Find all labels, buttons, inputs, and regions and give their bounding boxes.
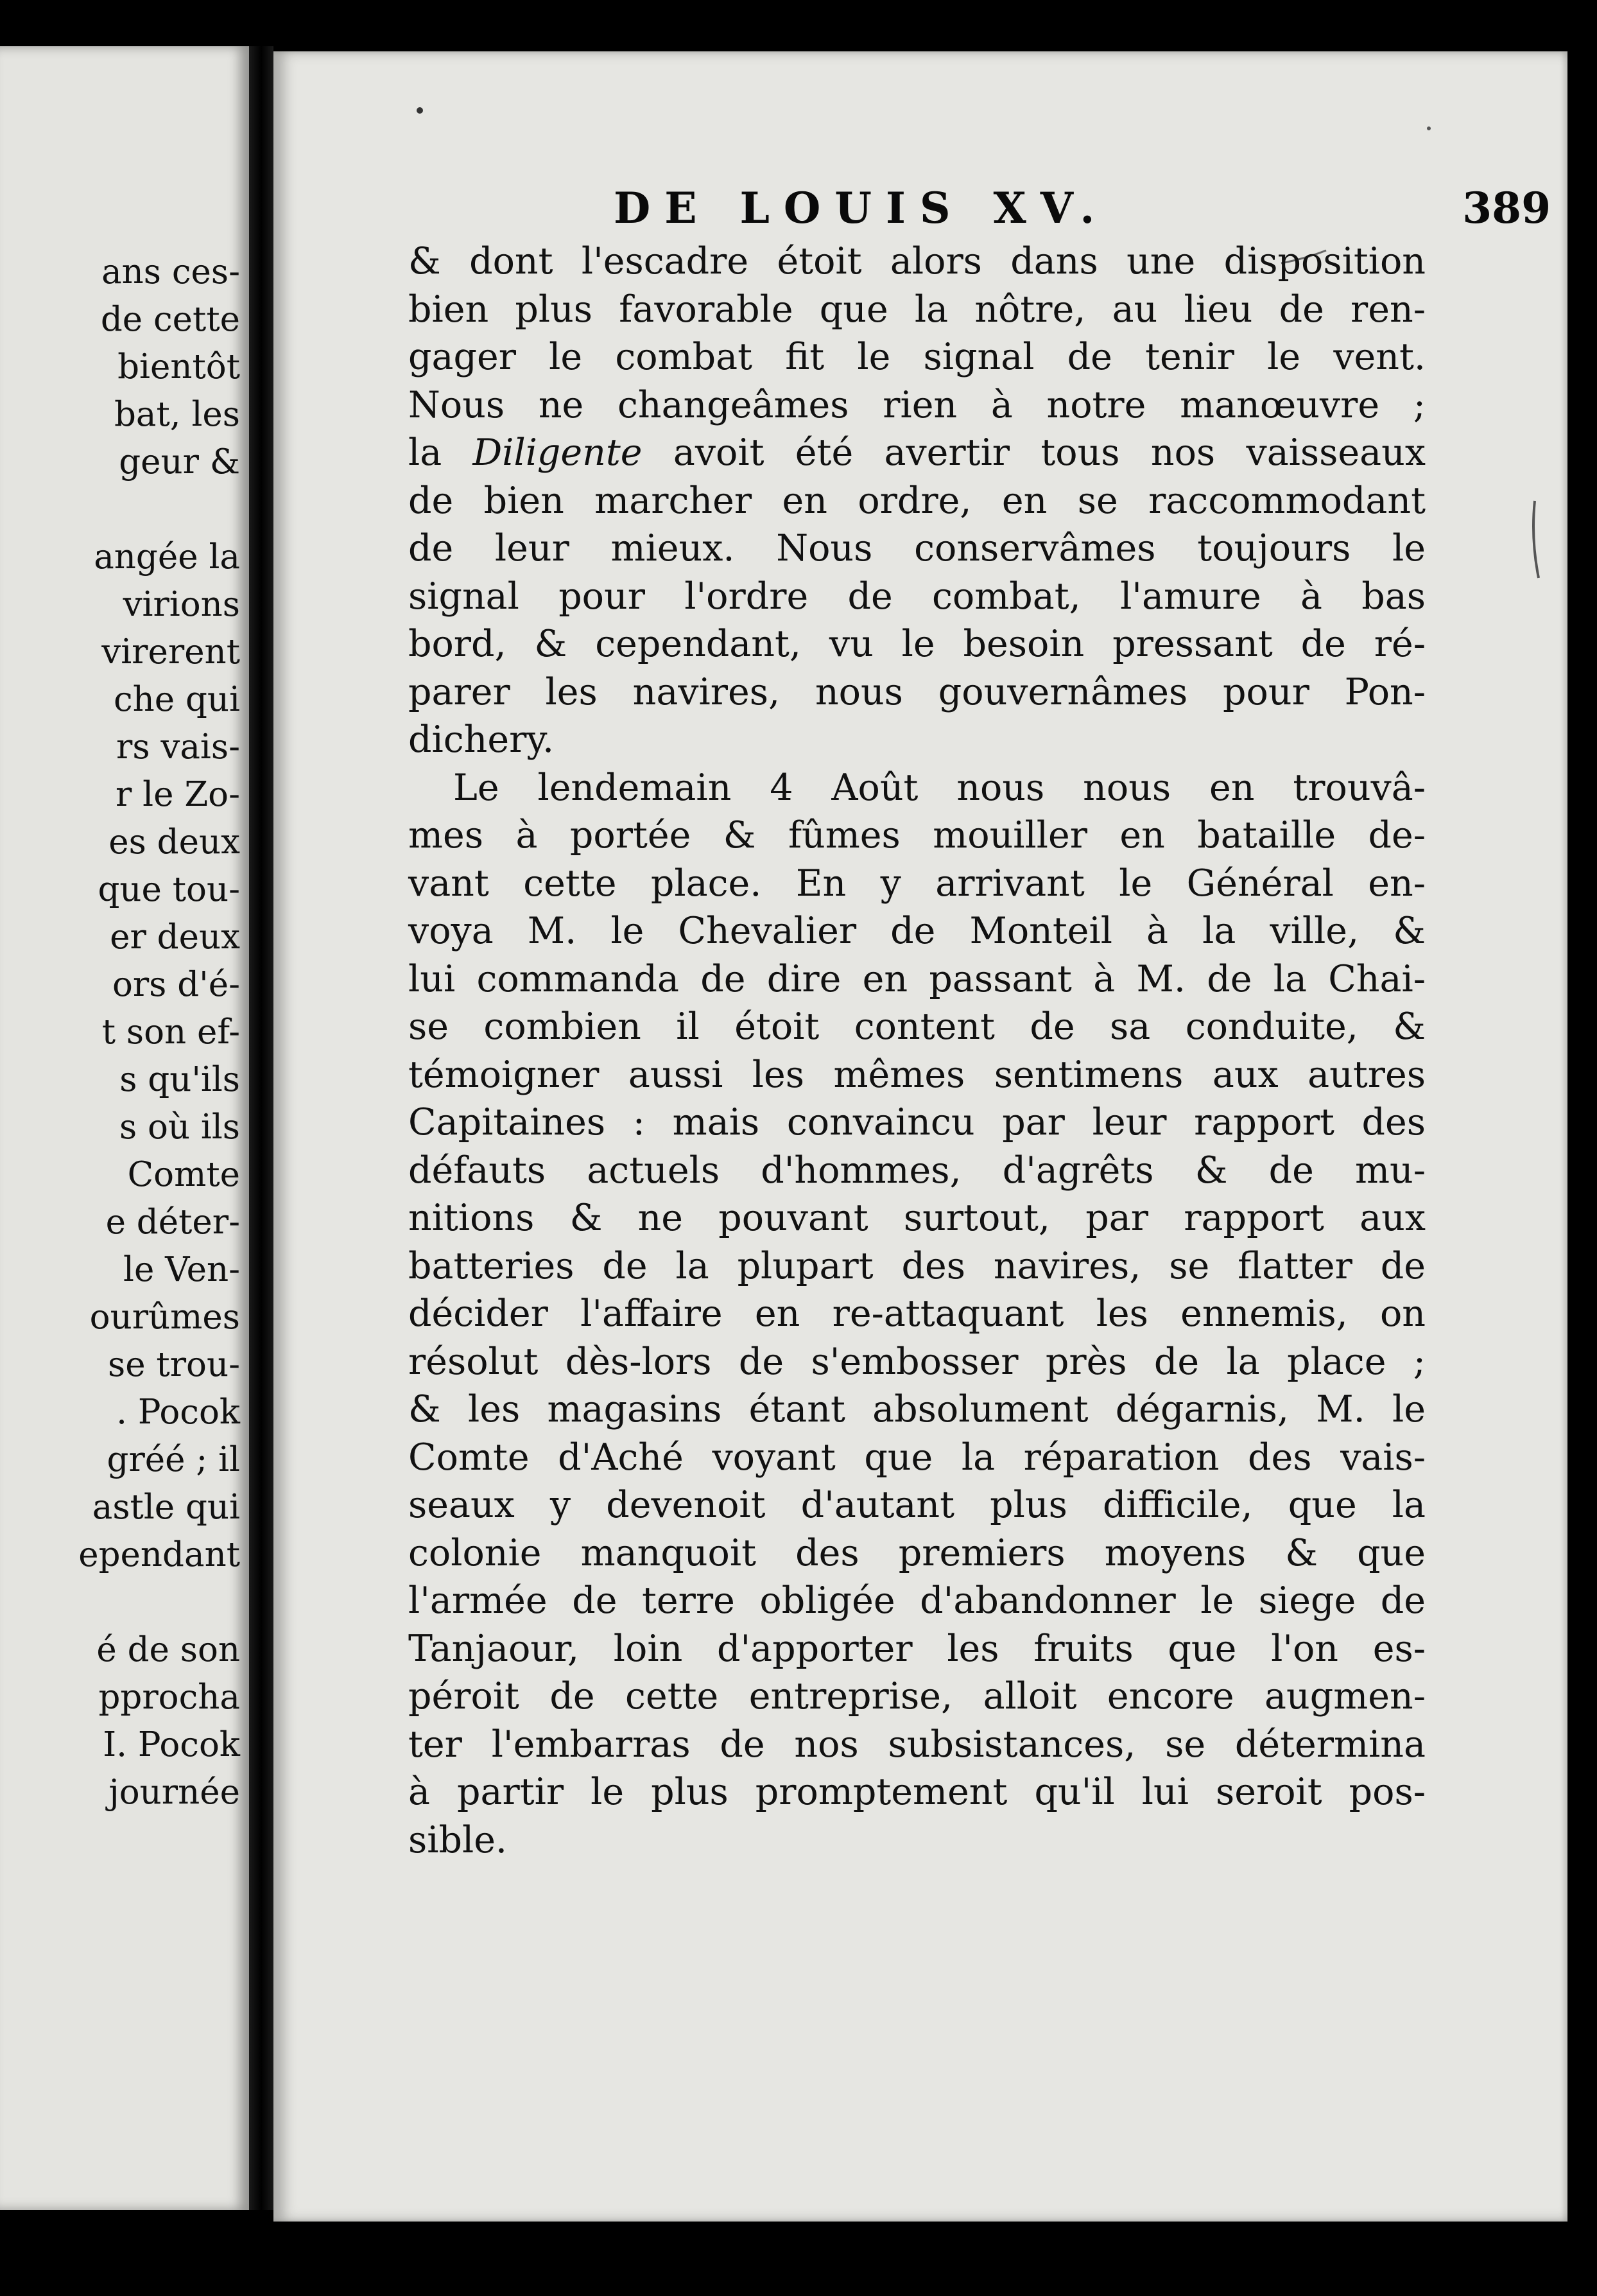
text-line: à partir le plus promptement qu'il lui seroit pos- — [408, 1771, 1426, 1813]
text-line: la Diligente avoit été avertir tous nos vaisseaux — [408, 431, 1426, 474]
left-fragment-line: gréé ; il — [107, 1440, 240, 1479]
text-line: résolut dès-lors de s'embosser près de la place ; — [408, 1340, 1426, 1383]
text-line: Nous ne changeâmes rien à notre manœuvre ; — [408, 383, 1426, 426]
text-line: dichery. — [408, 718, 555, 761]
book-gutter — [249, 46, 273, 2210]
text-line: défauts actuels d'hommes, d'agrêts & de mu- — [408, 1149, 1426, 1192]
left-fragment-line: che qui — [113, 680, 240, 719]
text-line: Capitaines : mais convaincu par leur rapport des — [408, 1101, 1426, 1144]
body-text — [408, 238, 1426, 1864]
left-fragment-line: I. Pocok — [103, 1725, 240, 1764]
text-line: colonie manquoit des premiers moyens & que — [408, 1531, 1426, 1574]
left-fragment-line: s qu'ils — [119, 1060, 240, 1099]
text-line: Tanjaour, loin d'apporter les fruits que l'on es- — [408, 1627, 1426, 1670]
left-fragment-line: es deux — [108, 822, 240, 862]
text-line: se combien il étoit content de sa conduite, & — [408, 1005, 1426, 1048]
left-fragment-line: er deux — [110, 918, 240, 957]
text-line: péroit de cette entreprise, alloit encore augmen- — [408, 1675, 1426, 1718]
left-fragment-line: ependant — [78, 1535, 240, 1574]
left-fragment-line: virerent — [101, 632, 240, 672]
text-line: & les magasins étant absolument dégarnis, M. le — [408, 1388, 1426, 1431]
left-fragment-line: bat, les — [114, 395, 240, 434]
page-number: 389 — [1462, 183, 1551, 233]
left-fragment-line: s où ils — [119, 1108, 240, 1147]
text-line: parer les navires, nous gouvernâmes pour Pon- — [408, 670, 1426, 713]
left-fragment-line: que tou- — [98, 870, 240, 909]
left-fragment-line: journée — [108, 1773, 240, 1812]
text-line: & dont l'escadre étoit alors dans une disposition — [408, 240, 1426, 283]
left-fragment-line: geur & — [119, 442, 240, 482]
left-fragment-line: . Pocok — [116, 1393, 240, 1432]
text-line: gager le combat fit le signal de tenir le vent. — [408, 336, 1426, 378]
text-line: voya M. le Chevalier de Monteil à la ville, & — [408, 910, 1426, 952]
left-fragment-line: ourûmes — [89, 1298, 240, 1337]
right-page — [273, 51, 1567, 2222]
left-fragment-line: se trou- — [108, 1345, 240, 1384]
text-line: sible. — [408, 1818, 508, 1861]
text-line: bord, & cependant, vu le besoin pressant de ré- — [408, 623, 1426, 665]
left-fragment-line: ors d'é- — [112, 965, 240, 1004]
text-line: bien plus favorable que la nôtre, au lieu de ren- — [408, 288, 1426, 331]
text-line: seaux y devenoit d'autant plus difficile, que la — [408, 1484, 1426, 1526]
ship-name-italic: Diligente — [472, 431, 643, 474]
text-line: ter l'embarras de nos subsistances, se détermina — [408, 1723, 1426, 1766]
text-line: décider l'affaire en re-attaquant les ennemis, on — [408, 1292, 1426, 1335]
text-line: l'armée de terre obligée d'abandonner le siege de — [408, 1579, 1426, 1622]
left-fragment-line: astle qui — [92, 1488, 240, 1527]
text-line: nitions & ne pouvant surtout, par rapport aux — [408, 1197, 1426, 1239]
running-head — [614, 183, 1551, 241]
text-line: Le lendemain 4 Août nous nous en trouvâ- — [453, 766, 1426, 809]
left-fragment-line: e déter- — [105, 1203, 240, 1242]
text-line: vant cette place. En y arrivant le Général en- — [408, 862, 1426, 905]
left-page-text-fragments — [78, 248, 240, 1816]
text-line: batteries de la plupart des navires, se flatter de — [408, 1244, 1426, 1287]
left-fragment-line: r le Zo- — [116, 775, 240, 814]
left-fragment-line: virions — [123, 585, 240, 624]
left-fragment-line: angée la — [94, 537, 240, 577]
text-line: mes à portée & fûmes mouiller en bataille de- — [408, 814, 1426, 857]
left-fragment-line: bientôt — [117, 347, 240, 387]
text-line: signal pour l'ordre de combat, l'amure à bas — [408, 575, 1426, 618]
left-page-edge — [0, 46, 249, 2210]
left-fragment-line: le Ven- — [123, 1250, 240, 1289]
text-line: Comte d'Aché voyant que la réparation des vais- — [408, 1436, 1426, 1479]
left-fragment-line: de cette — [100, 300, 240, 339]
left-fragment-line: rs vais- — [116, 727, 240, 767]
running-head-title: DE LOUIS XV. — [614, 183, 1109, 233]
left-fragment-line: ans ces- — [101, 252, 240, 291]
text-line: témoigner aussi les mêmes sentimens aux autres — [408, 1053, 1426, 1096]
text-line: de bien marcher en ordre, en se raccommodant — [408, 479, 1426, 522]
text-line: lui commanda de dire en passant à M. de la Chai- — [408, 957, 1426, 1000]
left-fragment-line: pprocha — [98, 1678, 240, 1717]
left-fragment-line: t son ef- — [101, 1013, 240, 1052]
text-line: de leur mieux. Nous conservâmes toujours le — [408, 527, 1426, 570]
left-fragment-line: Comte — [127, 1155, 240, 1194]
left-fragment-line: é de son — [96, 1630, 240, 1669]
